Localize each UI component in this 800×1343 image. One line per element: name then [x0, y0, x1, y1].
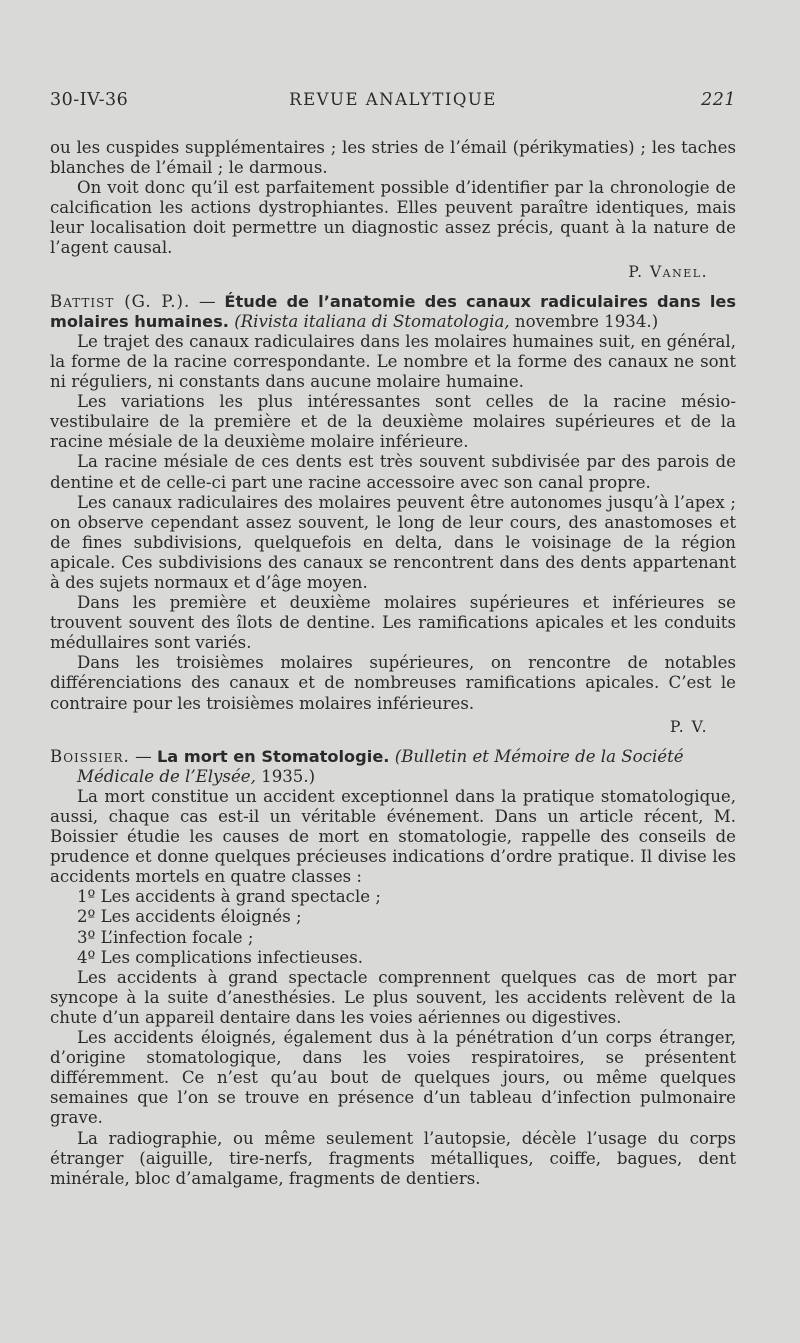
entry1-paragraph: La racine mésiale de ces dents est très souvent subdivisée par des parois de dentine et de celle-ci part une racine accessoire avec son canal propre.: [50, 452, 736, 492]
entry2-author: Boissier.: [50, 746, 130, 766]
entry1-date: novembre 1934.): [509, 311, 659, 331]
issue-date: 30-IV-36: [50, 90, 129, 110]
entry1-paragraph: Les canaux radiculaires des molaires peuvent être autonomes jusqu’à l’apex ; on observe cependant assez souvent, le long de leur cours, des anastomoses et de fines subdivisions, quelquefois en delta, dans le voisinage de la région apicale. Ces subdivisions des canaux se rencontrent dans des dents appartenant à des sujets normaux et d’âge moyen.: [50, 492, 736, 592]
entry2-source-line2: Médicale de l’Elysée,: [77, 766, 256, 786]
intro-signature: P. Vanel.: [628, 262, 708, 281]
entry2-list-item: 3º L’infection focale ;: [77, 927, 254, 947]
entry2-date: 1935.): [255, 766, 316, 786]
page-content: [50, 138, 736, 1189]
entry1-paragraph: Les variations les plus intéressantes sont celles de la racine mésio-vestibulaire de la première et de la deuxième molaires supérieures et de la racine mésiale de la deuxième molaire inférieure.: [50, 392, 736, 452]
entry1-source: (Rivista italiana di Stomatologia,: [234, 311, 510, 331]
entry2-source-line1: (Bulletin et Mémoire de la Société: [394, 746, 684, 766]
journal-title: REVUE ANALYTIQUE: [289, 90, 497, 109]
entry2-paragraph: La radiographie, ou même seulement l’autopsie, décèle l’usage du corps étranger (aiguille, tire-nerfs, fragments métalliques, coiffe, bagues, dent minérale, bloc d’amalgame, fragments de dentiers.: [50, 1128, 736, 1188]
entry1-title: Étude de l’anatomie des canaux radiculaires dans les molaires humaines.: [50, 291, 737, 331]
page-number: 221: [701, 90, 736, 110]
entry2-dash: —: [129, 746, 157, 766]
entry2-list-item: 1º Les accidents à grand spectacle ;: [77, 887, 381, 907]
entry2-list-item: 4º Les complications infectieuses.: [77, 947, 364, 967]
entry2-heading: [50, 747, 736, 787]
entry2-list-item: 2º Les accidents éloignés ;: [77, 907, 302, 927]
entry1-paragraph: Dans les première et deuxième molaires supérieures et inférieures se trouvent souvent des îlots de dentine. Les ramifications apicales et les conduits médullaires sont variés.: [50, 593, 736, 653]
entry1-paragraph: Le trajet des canaux radiculaires dans les molaires humaines suit, en général, la forme de la racine correspondante. Le nombre et la forme des canaux ne sont ni réguliers, ni constants dans aucune molaire humaine.: [50, 331, 736, 392]
entry2-paragraph: Les accidents éloignés, également dus à la pénétration d’un corps étranger, d’origine stomatologique, dans les voies respiratoires, se présentent différemment. Ce n’est qu’au bout de quelques jours, ou même quelques semaines que l’on se trouve en présence d’un tableau d’infection pulmonaire grave.: [50, 1028, 736, 1128]
entry2-paragraph: Les accidents à grand spectacle comprennent quelques cas de mort par syncope à la suite d’anesthésies. Le plus souvent, les accidents relèvent de la chute d’un appareil dentaire dans les voies aériennes ou digestives.: [50, 967, 736, 1027]
entry1-dash: —: [190, 291, 225, 311]
entry1-paragraph: Dans les troisièmes molaires supérieures, on rencontre de notables différenciations des canaux et de nombreuses ramifications apicales. C’est le contraire pour les troisièmes molaires inférieures.: [50, 653, 736, 713]
entry2-paragraph: La mort constitue un accident exceptionnel dans la pratique stomatologique, aussi, chaque cas est-il un véritable événement. Dans un article récent, M. Boissier étudie les causes de mort en stomatologie, rappelle des conseils de prudence et donne quelques précieuses indications d’ordre pratique. Il divise les accidents mortels en quatre classes :: [50, 786, 736, 887]
entry1-heading: [50, 292, 736, 332]
entry1-signature: P. V.: [669, 717, 708, 736]
intro-paragraph-1: ou les cuspides supplémentaires ; les stries de l’émail (périkymaties) ; les taches blanches de l’émail ; le darmous.: [50, 138, 736, 178]
entry2-title: La mort en Stomatologie.: [156, 746, 390, 766]
intro-paragraph-2: On voit donc qu’il est parfaitement possible d’identifier par la chronologie de calcification les actions dystrophiantes. Elles peuvent paraître identiques, mais leur localisation doit permettre un diagnostic assez précis, quant à la nature de l’agent causal.: [50, 178, 736, 258]
entry1-author: Battist (G. P.).: [50, 291, 191, 311]
